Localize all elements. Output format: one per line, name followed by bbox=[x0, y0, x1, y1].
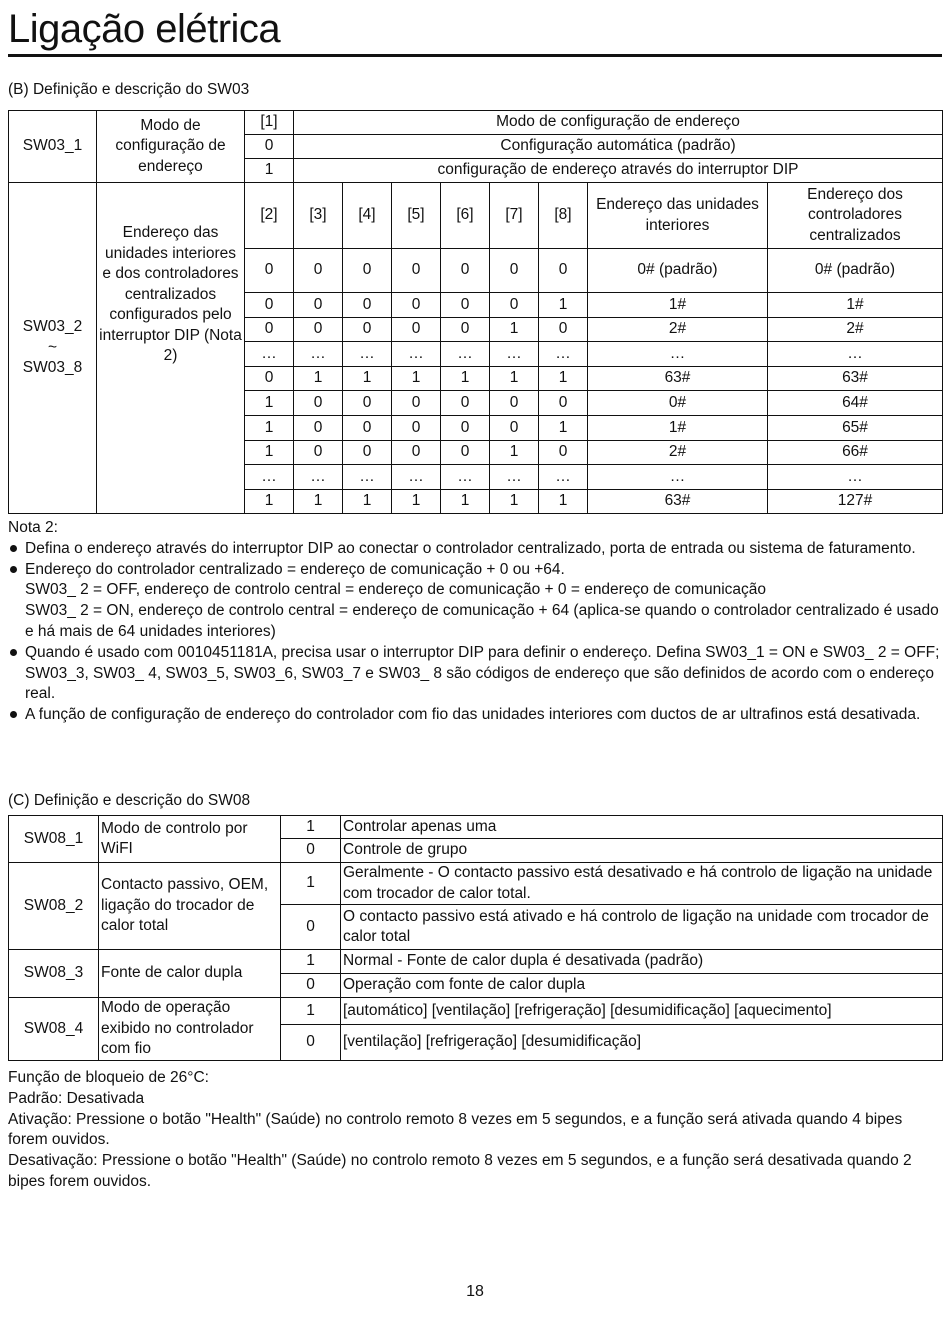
sw03-2-8-cell: 0 bbox=[343, 317, 392, 342]
sw08-code: SW08_2 bbox=[9, 863, 99, 950]
sw03-2-8-cell: … bbox=[294, 465, 343, 490]
sw08-table bbox=[8, 815, 943, 1061]
sw03-1-value: 1 bbox=[245, 159, 294, 183]
sw03-2-8-cell: 0 bbox=[343, 391, 392, 416]
sw03-2-8-cell: … bbox=[392, 465, 441, 490]
sw03-2-8-code-line: ~ bbox=[47, 338, 58, 356]
nota2-bullet bbox=[8, 539, 942, 560]
sw03-2-8-header-cell: [7] bbox=[490, 183, 539, 249]
sw03-2-8-cell: 0 bbox=[490, 391, 539, 416]
sw03-2-8-cell: 63# bbox=[588, 489, 768, 514]
section-c-heading: (C) Definição e descrição do SW08 bbox=[8, 792, 251, 809]
lock-function-line: Padrão: Desativada bbox=[8, 1089, 145, 1107]
sw03-2-8-header-cell: [3] bbox=[294, 183, 343, 249]
sw03-2-8-cell: 1 bbox=[392, 366, 441, 391]
sw03-2-8-cell: 0 bbox=[490, 293, 539, 318]
sw08-row bbox=[9, 863, 943, 905]
sw03-1-value: 0 bbox=[245, 135, 294, 159]
sw03-2-8-cell: 0 bbox=[294, 293, 343, 318]
sw08-row bbox=[9, 816, 943, 839]
sw03-2-8-cell: 1 bbox=[490, 317, 539, 342]
nota2-list bbox=[8, 539, 942, 726]
sw03-2-8-cell: 0 bbox=[441, 391, 490, 416]
nota2-bullet-line: SW03_ 2 = OFF, endereço de controlo central = endereço de comunicação + 0 = endereço de comunicação bbox=[25, 581, 767, 599]
nota2-bullet bbox=[8, 705, 942, 726]
sw03-2-8-cell: 0 bbox=[343, 415, 392, 440]
sw03-2-8-cell: 0 bbox=[441, 249, 490, 293]
sw03-2-8-cell: 0 bbox=[539, 440, 588, 465]
sw03-2-8-cell: … bbox=[441, 465, 490, 490]
sw03-2-8-header-row bbox=[9, 183, 943, 249]
sw03-2-8-cell: 0 bbox=[441, 293, 490, 318]
nota2-heading: Nota 2: bbox=[8, 519, 58, 536]
sw03-1-value: [1] bbox=[245, 111, 294, 135]
sw03-2-8-cell: … bbox=[539, 342, 588, 367]
sw03-2-8-code-line: SW03_8 bbox=[22, 359, 83, 377]
sw03-2-8-header-cell: [2] bbox=[245, 183, 294, 249]
sw03-2-8-cell: 0 bbox=[343, 293, 392, 318]
sw03-2-8-cell: 1 bbox=[539, 415, 588, 440]
section-b-heading: (B) Definição e descrição do SW03 bbox=[8, 81, 250, 98]
sw03-2-8-cell: 0# (padrão) bbox=[768, 249, 943, 293]
sw03-2-8-cell: … bbox=[490, 465, 539, 490]
sw03-2-8-cell: 63# bbox=[588, 366, 768, 391]
sw08-label: Fonte de calor dupla bbox=[99, 950, 281, 998]
sw08-label: Contacto passivo, OEM, ligação do trocador de calor total bbox=[99, 863, 281, 950]
sw08-code: SW08_3 bbox=[9, 950, 99, 998]
sw03-2-8-cell: 1 bbox=[294, 489, 343, 514]
sw03-2-8-cell: … bbox=[343, 342, 392, 367]
sw03-2-8-cell: 2# bbox=[588, 440, 768, 465]
sw08-value: 1 bbox=[281, 998, 341, 1025]
sw08-description: Operação com fonte de calor dupla bbox=[341, 974, 943, 998]
sw03-2-8-cell: 1 bbox=[245, 489, 294, 514]
sw03-2-8-header-cell: [6] bbox=[441, 183, 490, 249]
sw03-2-8-cell: 1 bbox=[245, 415, 294, 440]
sw03-2-8-cell: … bbox=[588, 342, 768, 367]
sw03-2-8-cell: 1 bbox=[245, 391, 294, 416]
sw03-2-8-cell: 1# bbox=[768, 293, 943, 318]
nota2-bullet bbox=[8, 643, 942, 705]
sw03-2-8-cell: 0 bbox=[392, 415, 441, 440]
sw03-2-8-cell: 1 bbox=[490, 489, 539, 514]
sw03-2-8-cell: 0 bbox=[441, 317, 490, 342]
sw03-2-8-cell: 1 bbox=[539, 489, 588, 514]
sw08-value: 0 bbox=[281, 905, 341, 950]
sw03-2-8-label: Endereço das unidades interiores e dos controladores centralizados configurados pelo interruptor DIP (Nota 2) bbox=[97, 183, 245, 514]
sw03-1-description: Modo de configuração de endereço bbox=[294, 111, 943, 135]
sw03-2-8-cell: 2# bbox=[588, 317, 768, 342]
sw03-2-8-header-cell: Endereço das unidades interiores bbox=[588, 183, 768, 249]
sw03-2-8-cell: 0 bbox=[294, 440, 343, 465]
sw03-2-8-cell: … bbox=[245, 465, 294, 490]
sw03-2-8-cell: 0 bbox=[343, 249, 392, 293]
sw03-2-8-cell: 1 bbox=[245, 440, 294, 465]
sw03-2-8-cell: 0 bbox=[245, 293, 294, 318]
sw03-2-8-cell: 127# bbox=[768, 489, 943, 514]
sw03-table bbox=[8, 110, 943, 514]
sw08-value: 1 bbox=[281, 950, 341, 974]
sw08-description: Normal - Fonte de calor dupla é desativada (padrão) bbox=[341, 950, 943, 974]
nota2-notes bbox=[8, 518, 942, 726]
sw03-2-8-cell: 0 bbox=[441, 415, 490, 440]
sw03-2-8-cell: … bbox=[392, 342, 441, 367]
sw08-code: SW08_1 bbox=[9, 816, 99, 863]
sw03-2-8-cell: 63# bbox=[768, 366, 943, 391]
sw03-2-8-cell: 0 bbox=[539, 317, 588, 342]
sw08-value: 0 bbox=[281, 839, 341, 863]
sw03-2-8-cell: 0 bbox=[539, 249, 588, 293]
sw03-2-8-header-cell: Endereço dos controladores centralizados bbox=[768, 183, 943, 249]
sw03-2-8-cell: 1 bbox=[343, 489, 392, 514]
sw03-2-8-cell: 2# bbox=[768, 317, 943, 342]
page-number: 18 bbox=[466, 1283, 484, 1300]
sw03-2-8-cell: 1 bbox=[539, 366, 588, 391]
nota2-bullet-line: Endereço do controlador centralizado = endereço de comunicação + 0 ou +64. bbox=[25, 560, 565, 578]
sw03-2-8-code-line: SW03_2 bbox=[22, 318, 83, 336]
sw03-2-8-cell: … bbox=[539, 465, 588, 490]
sw08-row bbox=[9, 998, 943, 1025]
sw03-2-8-header-cell: [8] bbox=[539, 183, 588, 249]
sw03-2-8-cell: 0 bbox=[294, 249, 343, 293]
sw08-value: 1 bbox=[281, 863, 341, 905]
sw03-2-8-cell: 0 bbox=[392, 391, 441, 416]
sw03-2-8-cell: 1 bbox=[490, 366, 539, 391]
sw08-label: Modo de controlo por WiFI bbox=[99, 816, 281, 863]
sw03-2-8-cell: 1# bbox=[588, 415, 768, 440]
lock-function-line: Desativação: Pressione o botão "Health" (Saúde) no controlo remoto 8 vezes em 5 segundos, e a função será desativada quando 2 bipes forem ouvidos. bbox=[8, 1152, 912, 1190]
sw03-2-8-code bbox=[9, 183, 97, 514]
sw08-code: SW08_4 bbox=[9, 998, 99, 1061]
sw08-description: [automático] [ventilação] [refrigeração] [desumidificação] [aquecimento] bbox=[341, 998, 943, 1025]
sw03-2-8-cell: … bbox=[490, 342, 539, 367]
nota2-bullet-line: Quando é usado com 0010451181A, precisa usar o interruptor DIP para definir o endereço. Defina SW03_1 = ON e SW03_ 2 = OFF; SW03_3, SW03_ 4, SW03_5, SW03_6, SW03_7 e SW03_ 8 são códigos de endereço que são definidos de acordo com o endereço real. bbox=[25, 643, 940, 703]
sw03-2-8-cell: 0 bbox=[490, 415, 539, 440]
nota2-bullet-line: A função de configuração de endereço do controlador com fio das unidades interiores com ductos de ar ultrafinos está desativada. bbox=[25, 706, 921, 724]
sw03-2-8-cell: 1 bbox=[441, 489, 490, 514]
lock-function-line: Ativação: Pressione o botão "Health" (Saúde) no controlo remoto 8 vezes em 5 segundos, e a função será ativada quando 4 bipes forem ouvidos. bbox=[8, 1110, 903, 1149]
sw03-2-8-cell: … bbox=[588, 465, 768, 490]
sw03-2-8-cell: 1 bbox=[441, 366, 490, 391]
sw03-2-8-cell: 0 bbox=[294, 415, 343, 440]
sw03-1-row bbox=[9, 111, 943, 135]
sw03-2-8-cell: 1 bbox=[539, 293, 588, 318]
sw03-1-label: Modo de configuração de endereço bbox=[97, 111, 245, 183]
sw03-2-8-cell: 0 bbox=[245, 366, 294, 391]
sw08-description: Geralmente - O contacto passivo está desativado e há controlo de ligação na unidade com trocador de calor total. bbox=[341, 863, 943, 905]
sw03-2-8-cell: 0 bbox=[392, 317, 441, 342]
sw08-description: [ventilação] [refrigeração] [desumidificação] bbox=[341, 1025, 943, 1060]
sw03-2-8-cell: 0# bbox=[588, 391, 768, 416]
lock-function-line: Função de bloqueio de 26°C: bbox=[8, 1069, 209, 1086]
title-divider bbox=[8, 54, 942, 57]
sw03-2-8-cell: 65# bbox=[768, 415, 943, 440]
sw03-2-8-cell: 1 bbox=[490, 440, 539, 465]
sw03-2-8-cell: … bbox=[343, 465, 392, 490]
sw08-label: Modo de operação exibido no controlador com fio bbox=[99, 998, 281, 1061]
sw03-2-8-cell: 66# bbox=[768, 440, 943, 465]
nota2-bullet-line: Defina o endereço através do interruptor DIP ao conectar o controlador centralizado, porta de entrada ou sistema de faturamento. bbox=[25, 539, 916, 557]
sw08-row bbox=[9, 950, 943, 974]
sw03-2-8-cell: 1 bbox=[294, 366, 343, 391]
sw03-2-8-cell: 0 bbox=[343, 440, 392, 465]
sw03-2-8-cell: 0 bbox=[392, 249, 441, 293]
sw03-2-8-cell: 0# (padrão) bbox=[588, 249, 768, 293]
sw03-2-8-cell: 0 bbox=[294, 317, 343, 342]
page-title: Ligação elétrica bbox=[8, 7, 281, 51]
sw03-2-8-cell: 0 bbox=[490, 249, 539, 293]
sw03-1-code: SW03_1 bbox=[9, 111, 97, 183]
sw03-2-8-cell: 0 bbox=[392, 293, 441, 318]
sw08-description: Controle de grupo bbox=[341, 839, 943, 863]
sw03-2-8-cell: … bbox=[768, 342, 943, 367]
sw03-2-8-cell: 1 bbox=[392, 489, 441, 514]
sw03-1-description: Configuração automática (padrão) bbox=[294, 135, 943, 159]
sw08-description: Controlar apenas uma bbox=[341, 816, 943, 839]
sw08-value: 0 bbox=[281, 1025, 341, 1060]
sw03-2-8-cell: 1 bbox=[343, 366, 392, 391]
sw03-2-8-cell: … bbox=[245, 342, 294, 367]
sw08-value: 1 bbox=[281, 816, 341, 839]
sw03-2-8-cell: … bbox=[441, 342, 490, 367]
sw03-1-description: configuração de endereço através do interruptor DIP bbox=[294, 159, 943, 183]
sw08-value: 0 bbox=[281, 974, 341, 998]
sw03-2-8-cell: 1# bbox=[588, 293, 768, 318]
sw03-2-8-cell: 0 bbox=[245, 249, 294, 293]
lock-function-notes bbox=[8, 1068, 942, 1193]
sw03-2-8-cell: 0 bbox=[245, 317, 294, 342]
nota2-bullet-line: SW03_ 2 = ON, endereço de controlo central = endereço de comunicação + 64 (aplica-se quando o controlador centralizado é usado e há mais de 64 unidades interiores) bbox=[25, 602, 939, 640]
sw03-2-8-cell: 0 bbox=[539, 391, 588, 416]
nota2-bullet bbox=[8, 560, 942, 643]
sw03-2-8-cell: … bbox=[768, 465, 943, 490]
sw03-2-8-cell: 0 bbox=[441, 440, 490, 465]
sw03-2-8-cell: … bbox=[294, 342, 343, 367]
sw03-2-8-header-cell: [5] bbox=[392, 183, 441, 249]
sw08-description: O contacto passivo está ativado e há controlo de ligação na unidade com trocador de calor total bbox=[341, 905, 943, 950]
sw03-2-8-cell: 0 bbox=[294, 391, 343, 416]
sw03-2-8-cell: 0 bbox=[392, 440, 441, 465]
sw03-2-8-header-cell: [4] bbox=[343, 183, 392, 249]
sw03-2-8-cell: 64# bbox=[768, 391, 943, 416]
